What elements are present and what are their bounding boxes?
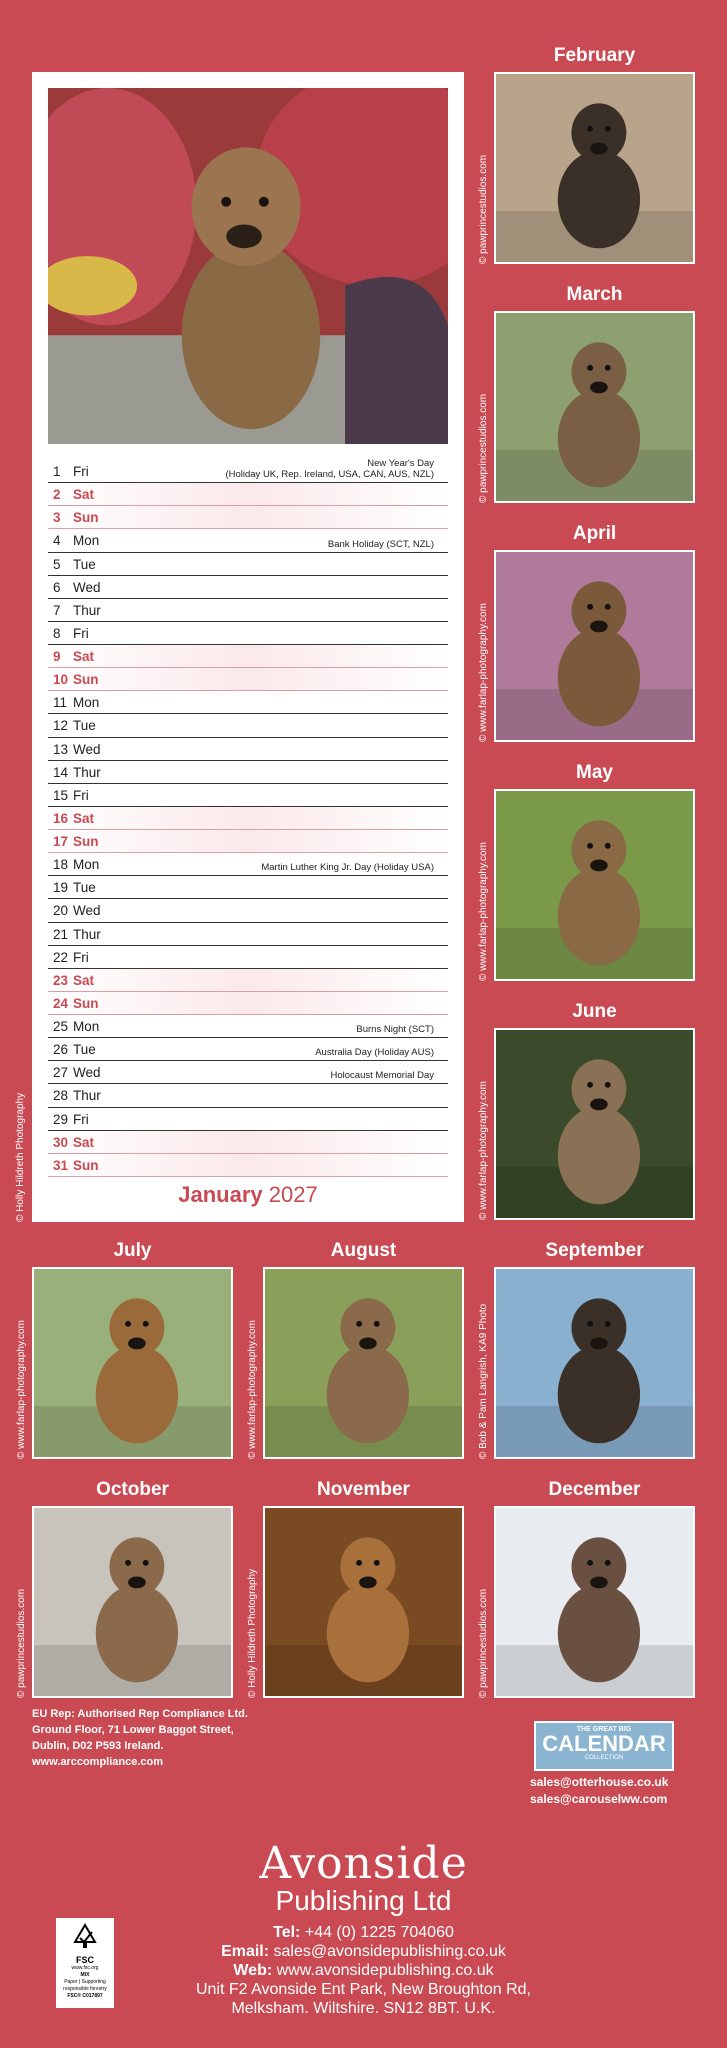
month-name: January <box>178 1182 263 1207</box>
month-dog-photo <box>32 1506 233 1698</box>
day-number: 7 <box>53 602 61 618</box>
publisher-tel: Tel: +44 (0) 1225 704060 <box>273 1924 454 1941</box>
day-number: 17 <box>53 834 69 849</box>
day-name: Mon <box>73 533 100 549</box>
day-number: 14 <box>53 764 69 780</box>
sales-emails: sales@otterhouse.co.uk sales@carouselww.com <box>530 1775 669 1806</box>
photo-credit: © www.farlap-photography.com <box>478 842 489 981</box>
month-title: August <box>330 1240 397 1261</box>
day-name: Thur <box>73 926 101 942</box>
day-number: 27 <box>53 1065 69 1081</box>
day-row <box>48 668 448 691</box>
day-name: Sat <box>73 972 95 988</box>
day-name: Fri <box>73 1111 89 1127</box>
day-number: 15 <box>53 787 69 803</box>
photo-credit: © Holly Hildreth Photography <box>247 1568 258 1698</box>
month-dog-photo <box>494 1267 695 1459</box>
photo-credit: © www.farlap-photography.com <box>478 1081 489 1220</box>
month-dog-photo <box>494 1506 695 1698</box>
holiday-note: Martin Luther King Jr. Day (Holiday USA) <box>261 862 434 874</box>
month-dog-photo <box>263 1267 464 1459</box>
january-dog-photo <box>46 86 450 446</box>
day-number: 9 <box>53 649 61 664</box>
day-number: 31 <box>53 1157 69 1173</box>
day-row <box>48 853 448 876</box>
day-name: Mon <box>73 695 100 711</box>
day-row <box>48 622 448 645</box>
day-name: Sun <box>73 1157 99 1173</box>
day-name: Sun <box>73 834 99 849</box>
day-name: Tue <box>73 718 96 734</box>
day-name: Tue <box>73 880 96 896</box>
day-row <box>48 876 448 899</box>
month-title: December <box>548 1479 641 1500</box>
day-row <box>48 691 448 714</box>
day-name: Sat <box>73 1134 95 1150</box>
day-number: 11 <box>53 695 68 711</box>
day-number: 22 <box>53 949 69 965</box>
day-row <box>48 1061 448 1084</box>
day-number: 5 <box>53 556 61 572</box>
day-number: 23 <box>53 972 69 988</box>
day-number: 8 <box>53 625 61 641</box>
day-number: 13 <box>53 741 69 757</box>
eu-rep-info: EU Rep: Authorised Rep Compliance Ltd. Ground Floor, 71 Lower Baggot Street, Dublin, D02 P593 Ireland. www.arccompliance.com <box>32 1708 248 1768</box>
day-row <box>48 923 448 946</box>
day-row <box>48 714 448 737</box>
month-dog-photo <box>494 311 695 503</box>
month-title: June <box>572 1001 617 1022</box>
day-row <box>48 807 448 830</box>
day-row <box>48 830 448 853</box>
day-list <box>48 460 448 1177</box>
day-number: 20 <box>53 903 69 919</box>
day-row <box>48 946 448 969</box>
photo-credit: © pawprincestudios.com <box>478 154 489 264</box>
month-dog-photo <box>263 1506 464 1698</box>
calendar-month-title <box>32 1182 464 1208</box>
january-photo-credit: © Holly Hildreth Photography <box>15 1092 26 1222</box>
holiday-note: Bank Holiday (SCT, NZL) <box>327 538 434 550</box>
day-number: 16 <box>53 810 69 826</box>
day-name: Fri <box>73 464 89 479</box>
day-name: Thur <box>73 1088 101 1104</box>
month-dog-photo <box>494 72 695 264</box>
day-name: Wed <box>73 903 101 919</box>
day-row <box>48 483 448 506</box>
photo-credit: © pawprincestudios.com <box>478 1588 489 1698</box>
photo-credit: © www.farlap-photography.com <box>247 1320 258 1459</box>
photo-credit: © pawprincestudios.com <box>16 1588 27 1698</box>
day-number: 10 <box>53 672 69 688</box>
photo-credit: © pawprincestudios.com <box>478 393 489 503</box>
month-title: July <box>113 1240 152 1261</box>
day-number: 12 <box>53 718 69 734</box>
photo-credit: © Bob & Pam Langrish, KA9 Photo <box>478 1303 489 1459</box>
day-row <box>48 1108 448 1131</box>
day-number: 1 <box>53 464 61 479</box>
holiday-note: Holocaust Memorial Day <box>330 1070 434 1082</box>
day-name: Wed <box>73 579 101 595</box>
day-row <box>48 460 448 483</box>
month-dog-photo <box>32 1267 233 1459</box>
day-name: Sun <box>73 995 99 1011</box>
day-number: 30 <box>53 1134 69 1150</box>
day-number: 28 <box>53 1088 69 1104</box>
publisher-email[interactable]: Email: sales@avonsidepublishing.co.uk <box>221 1943 506 1960</box>
month-dog-photo <box>494 789 695 981</box>
day-row <box>48 992 448 1015</box>
day-row <box>48 1131 448 1154</box>
day-number: 26 <box>53 1042 69 1058</box>
day-row <box>48 1015 448 1038</box>
day-name: Fri <box>73 787 89 803</box>
publisher-web[interactable]: Web: www.avonsidepublishing.co.uk <box>233 1962 494 1979</box>
day-name: Wed <box>73 741 101 757</box>
holiday-note: Burns Night (SCT) <box>356 1024 434 1036</box>
day-name: Mon <box>73 857 100 873</box>
day-name: Sat <box>73 649 95 664</box>
day-name: Fri <box>73 625 89 641</box>
day-name: Fri <box>73 949 89 965</box>
month-dog-photo <box>494 1028 695 1220</box>
day-number: 29 <box>53 1111 69 1127</box>
day-row <box>48 529 448 552</box>
holiday-note: New Year's Day (Holiday UK, Rep. Ireland, USA, CAN, AUS, NZL) <box>225 458 434 481</box>
day-row <box>48 553 448 576</box>
day-name: Sat <box>73 487 95 503</box>
photo-credit: © www.farlap-photography.com <box>478 603 489 742</box>
day-number: 2 <box>53 487 61 503</box>
month-title: October <box>96 1479 169 1500</box>
day-number: 24 <box>53 995 69 1011</box>
day-row <box>48 645 448 668</box>
day-name: Thur <box>73 764 101 780</box>
day-row <box>48 899 448 922</box>
month-title: February <box>553 45 636 66</box>
fsc-logo: FSC www.fsc.org MIX Paper | Supporting responsible forestry FSC® C017897 <box>56 1918 114 2008</box>
day-number: 3 <box>53 510 61 526</box>
day-name: Sun <box>73 510 99 526</box>
big-calendar-logo: THE GREAT BIG CALENDAR COLLECTION <box>534 1721 674 1771</box>
day-row <box>48 761 448 784</box>
day-name: Tue <box>73 556 96 572</box>
month-title: November <box>317 1479 410 1500</box>
publisher-address-line2: Melksham. Wiltshire. SN12 8BT. U.K. <box>231 2000 496 2017</box>
day-number: 19 <box>53 880 69 896</box>
publisher-logo-subtitle: Publishing Ltd <box>275 1885 452 1916</box>
day-row <box>48 738 448 761</box>
publisher-logo-name: Avonside <box>259 1838 468 1889</box>
day-number: 6 <box>53 579 61 595</box>
day-row <box>48 1084 448 1107</box>
day-row <box>48 1038 448 1061</box>
day-row <box>48 784 448 807</box>
day-row <box>48 1154 448 1177</box>
january-calendar-panel <box>32 72 464 1222</box>
day-row <box>48 506 448 529</box>
month-title: May <box>576 762 613 783</box>
day-number: 4 <box>53 533 61 549</box>
month-title: April <box>572 523 617 544</box>
year: 2027 <box>268 1182 318 1207</box>
day-number: 21 <box>53 926 69 942</box>
publisher-address-line1: Unit F2 Avonside Ent Park, New Broughton Rd, <box>196 1981 531 1998</box>
month-dog-photo <box>494 550 695 742</box>
day-name: Thur <box>73 602 101 618</box>
day-row <box>48 599 448 622</box>
day-name: Tue <box>73 1042 96 1058</box>
holiday-note: Australia Day (Holiday AUS) <box>315 1047 434 1059</box>
month-title: March <box>566 284 623 305</box>
month-title: September <box>545 1240 644 1261</box>
day-name: Sun <box>73 672 99 688</box>
day-name: Sat <box>73 810 95 826</box>
day-name: Wed <box>73 1065 101 1081</box>
day-number: 25 <box>53 1019 69 1034</box>
day-row <box>48 969 448 992</box>
day-name: Mon <box>73 1019 100 1034</box>
day-number: 18 <box>53 857 69 873</box>
photo-credit: © www.farlap-photography.com <box>16 1320 27 1459</box>
day-row <box>48 576 448 599</box>
